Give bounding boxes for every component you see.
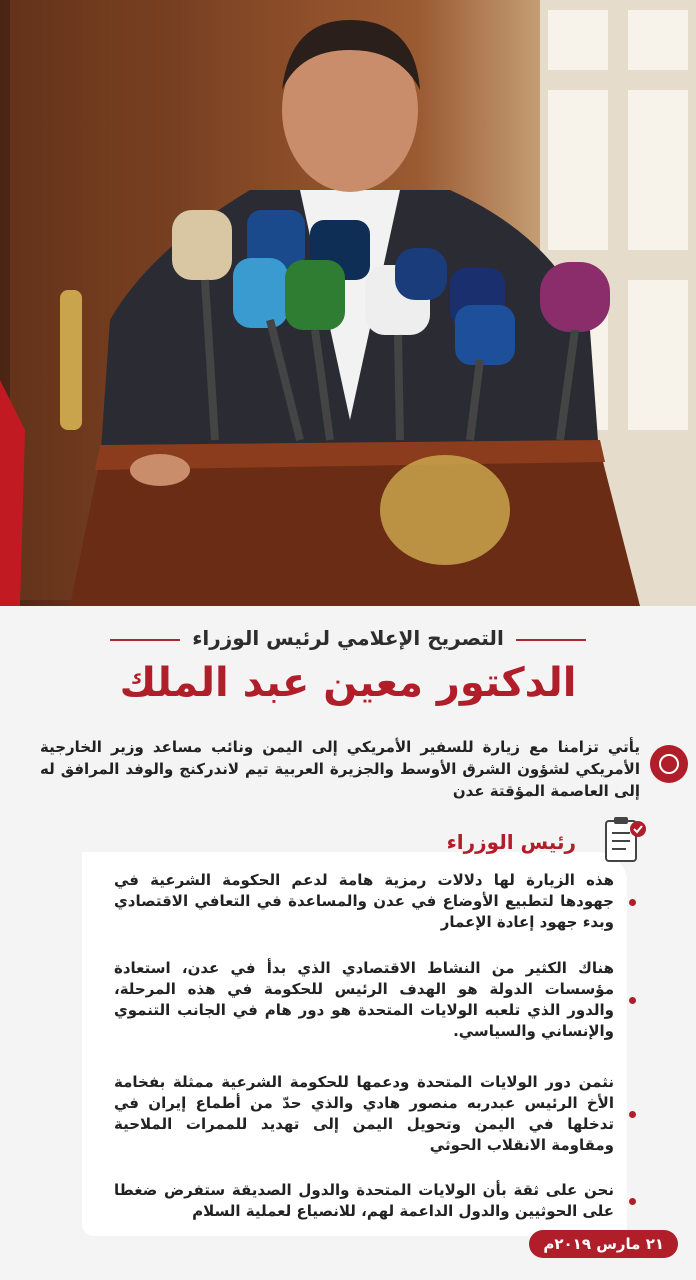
- bullet-text: نثمن دور الولايات المتحدة ودعمها للحكومة الشرعية ممثلة بفخامة الأخ الرئيس عبدربه منصور هادي والذي حدّ من أطماع إيران في تدخلها في اليمن وتحويل اليمن إلى تهديد للممرات الملاحية ومقاومة الانقلاب الحوثي: [114, 1073, 614, 1154]
- list-item: [114, 1072, 614, 1156]
- intro-paragraph: يأتي تزامنا مع زيارة للسفير الأمريكي إلى اليمن ونائب مساعد وزير الخارجية الأمريكي لشؤون الشرق الأوسط والجزيرة العربية تيم لاندركنج والوفد المرافق له إلى العاصمة المؤقتة عدن: [40, 738, 640, 800]
- bullet-dot: [629, 899, 636, 906]
- press-conference-photo: [0, 0, 696, 606]
- clock-icon: [650, 745, 688, 783]
- speaker-at-podium-illustration: [0, 0, 696, 606]
- divider: [110, 639, 180, 641]
- divider: [516, 639, 586, 641]
- list-item: [114, 870, 614, 933]
- section-title: رئيس الوزراء: [446, 830, 576, 854]
- page-title: الدكتور معين عبد الملك: [119, 660, 577, 706]
- date-badge: ٢١ مارس ٢٠١٩م: [529, 1230, 678, 1258]
- bullet-dot: [629, 1111, 636, 1118]
- bullet-text: هناك الكثير من النشاط الاقتصادي الذي بدأ في عدن، استعادة مؤسسات الدولة هو الهدف الرئيس للحكومة في هذه المرحلة، والدور الذي تلعبه الولايات المتحدة هو دور هام في الجانب التنموي والإنساني والسياسي.: [114, 959, 614, 1040]
- clipboard-checklist-icon: [602, 815, 648, 865]
- bullet-dot: [629, 1198, 636, 1205]
- list-item: [114, 958, 614, 1042]
- bullet-text: نحن على ثقة بأن الولايات المتحدة والدول الصديقة ستفرض ضغطا على الحوثيين والدول الداعمة لهم، للانصياع لعملية السلام: [114, 1181, 614, 1220]
- bullet-text: هذه الزيارة لها دلالات رمزية هامة لدعم الحكومة الشرعية في جهودها لتطبيع الأوضاع في عدن والمساعدة في التعافي الاقتصادي وبدء جهود إعادة الإعمار: [114, 871, 614, 931]
- subtitle-line: [0, 626, 696, 650]
- subtitle: التصريح الإعلامي لرئيس الوزراء: [192, 626, 504, 650]
- bullet-dot: [629, 997, 636, 1004]
- list-item: [114, 1180, 614, 1222]
